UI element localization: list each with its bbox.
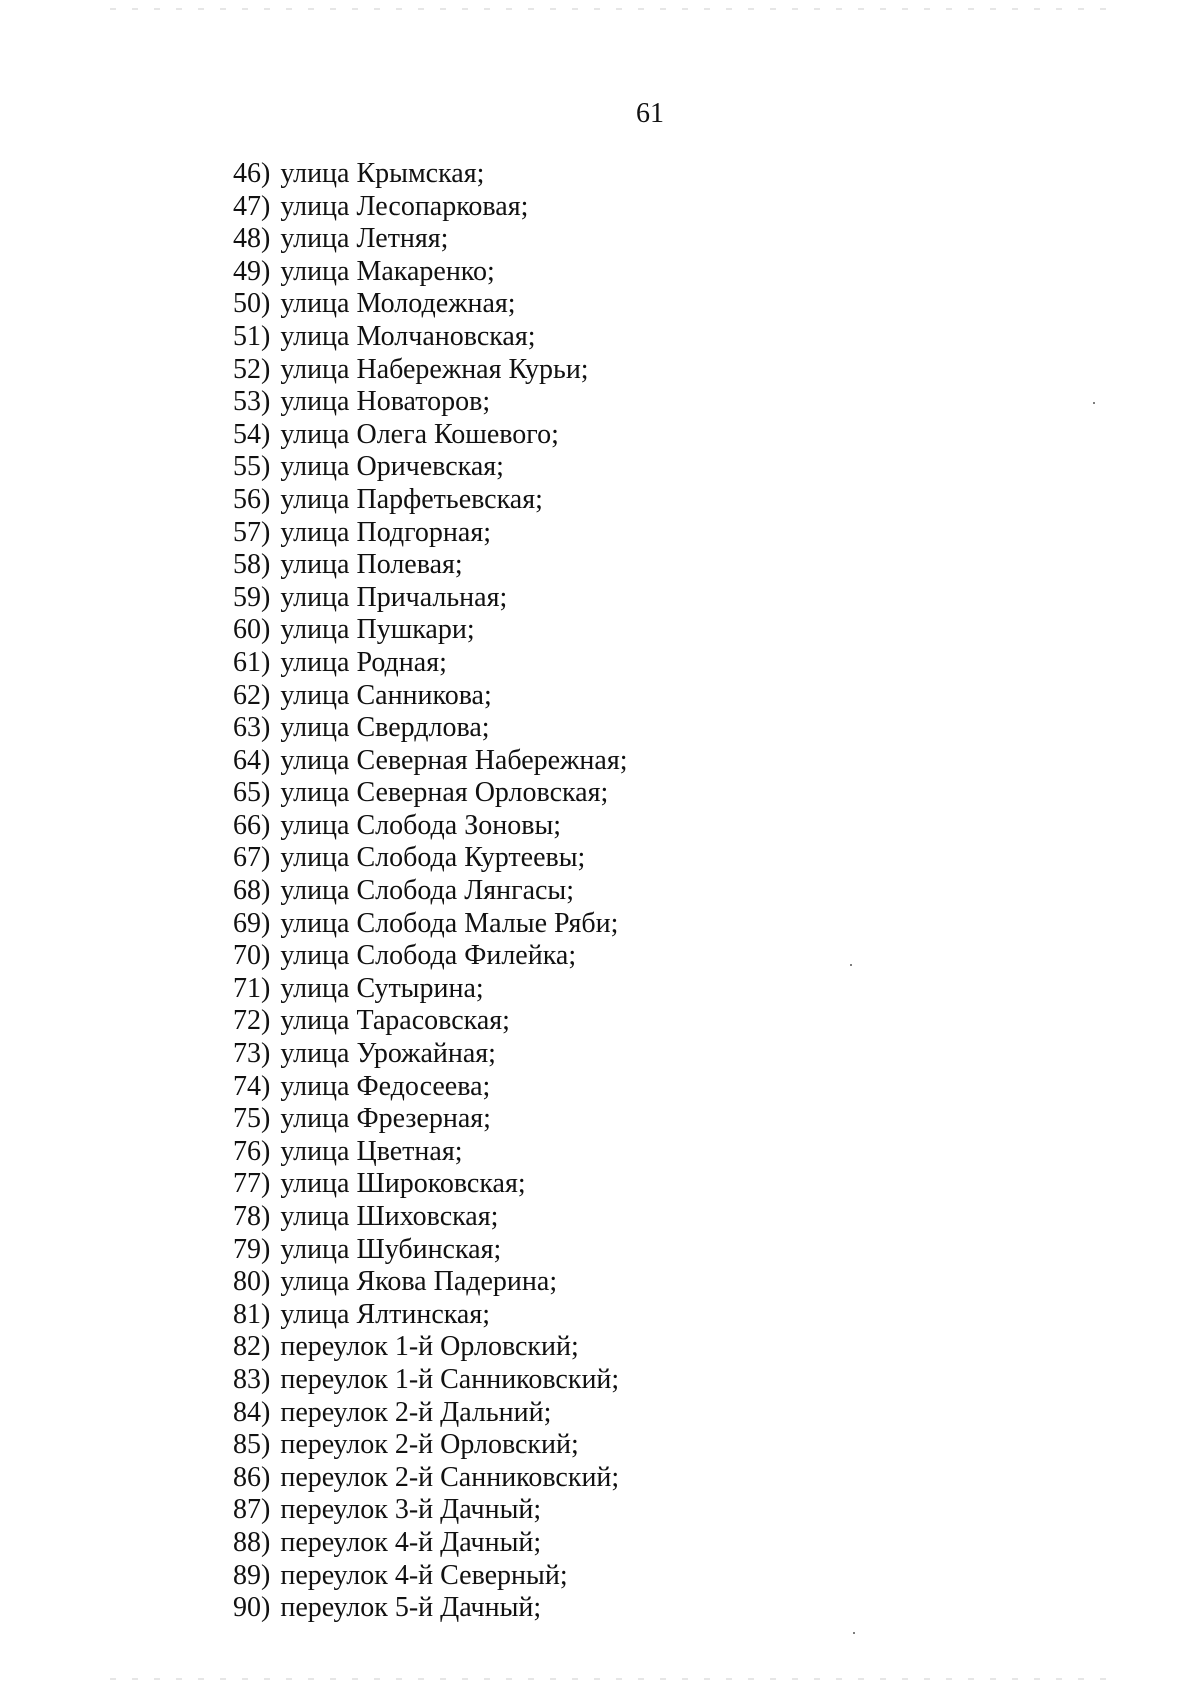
list-item bbox=[233, 1331, 627, 1364]
street-list bbox=[233, 158, 627, 1625]
list-item-text: улица Ялтинская; bbox=[280, 1298, 491, 1330]
list-item-text: переулок 5-й Дачный; bbox=[280, 1592, 542, 1624]
list-item bbox=[233, 745, 627, 778]
list-item-text: улица Шубинская; bbox=[280, 1233, 502, 1265]
list-item-text: улица Набережная Курьи; bbox=[280, 353, 589, 385]
list-item-number: 85) bbox=[233, 1429, 271, 1461]
list-item bbox=[233, 777, 627, 810]
list-item bbox=[233, 712, 627, 745]
list-item-number: 67) bbox=[233, 842, 271, 874]
list-item bbox=[233, 223, 627, 256]
list-item-number: 79) bbox=[233, 1233, 271, 1265]
list-item-number: 65) bbox=[233, 777, 271, 809]
list-item bbox=[233, 1201, 627, 1234]
list-item-number: 58) bbox=[233, 549, 271, 581]
list-item-number: 62) bbox=[233, 679, 271, 711]
list-item-number: 52) bbox=[233, 353, 271, 385]
list-item-number: 78) bbox=[233, 1201, 271, 1232]
list-item bbox=[233, 1299, 627, 1332]
list-item-number: 81) bbox=[233, 1298, 271, 1330]
list-item-text: переулок 2-й Орловский; bbox=[280, 1429, 579, 1461]
list-item-text: улица Северная Набережная; bbox=[280, 744, 628, 776]
list-item-text: улица Оричевская; bbox=[280, 451, 504, 483]
list-item-text: улица Федосеева; bbox=[280, 1070, 491, 1102]
list-item-number: 48) bbox=[233, 223, 271, 255]
list-item-text: улица Молчановская; bbox=[280, 320, 536, 352]
list-item-number: 57) bbox=[233, 516, 271, 548]
list-item bbox=[233, 288, 627, 321]
scan-edge-bottom bbox=[110, 1678, 1110, 1680]
list-item-number: 59) bbox=[233, 581, 271, 613]
list-item-text: улица Пушкари; bbox=[280, 614, 475, 646]
list-item-number: 72) bbox=[233, 1005, 271, 1037]
list-item-number: 61) bbox=[233, 646, 271, 678]
list-item-number: 75) bbox=[233, 1103, 271, 1135]
list-item-number: 71) bbox=[233, 972, 271, 1004]
list-item bbox=[233, 1429, 627, 1462]
list-item bbox=[233, 647, 627, 680]
list-item bbox=[233, 582, 627, 615]
list-item bbox=[233, 1168, 627, 1201]
list-item bbox=[233, 940, 627, 973]
page-number: 61 bbox=[636, 98, 664, 129]
list-item-text: улица Парфетьевская; bbox=[280, 483, 543, 515]
list-item-text: переулок 4-й Северный; bbox=[280, 1559, 568, 1591]
list-item-text: улица Северная Орловская; bbox=[280, 777, 609, 809]
list-item-text: улица Летняя; bbox=[280, 223, 449, 255]
list-item bbox=[233, 1364, 627, 1397]
list-item-text: переулок 1-й Орловский; bbox=[280, 1331, 579, 1363]
list-item-text: улица Слобода Куртеевы; bbox=[280, 842, 586, 874]
list-item-number: 63) bbox=[233, 712, 271, 744]
list-item-number: 89) bbox=[233, 1559, 271, 1591]
scan-edge-top bbox=[110, 8, 1110, 10]
list-item-text: улица Слобода Зоновы; bbox=[280, 809, 562, 841]
list-item-number: 49) bbox=[233, 255, 271, 287]
list-item-number: 73) bbox=[233, 1038, 271, 1070]
list-item bbox=[233, 1071, 627, 1104]
list-item-number: 54) bbox=[233, 418, 271, 450]
list-item bbox=[233, 1560, 627, 1593]
list-item bbox=[233, 484, 627, 517]
list-item-number: 87) bbox=[233, 1494, 271, 1526]
list-item-number: 66) bbox=[233, 809, 271, 841]
list-item-text: улица Слобода Лянгасы; bbox=[280, 875, 575, 907]
list-item-text: улица Макаренко; bbox=[280, 255, 495, 287]
list-item-text: улица Якова Падерина; bbox=[280, 1266, 558, 1298]
list-item-text: улица Причальная; bbox=[280, 581, 508, 613]
list-item-text: улица Шиховская; bbox=[280, 1201, 499, 1232]
list-item-text: улица Родная; bbox=[280, 646, 447, 678]
list-item-number: 83) bbox=[233, 1363, 271, 1395]
list-item-number: 53) bbox=[233, 386, 271, 418]
list-item-text: улица Полевая; bbox=[280, 549, 463, 581]
list-item-number: 88) bbox=[233, 1526, 271, 1558]
list-item-number: 90) bbox=[233, 1592, 271, 1624]
list-item bbox=[233, 1266, 627, 1299]
list-item bbox=[233, 549, 627, 582]
list-item-text: улица Широковская; bbox=[280, 1168, 526, 1200]
list-item bbox=[233, 908, 627, 941]
list-item-text: улица Свердлова; bbox=[280, 712, 490, 744]
list-item-number: 84) bbox=[233, 1396, 271, 1428]
list-item bbox=[233, 1462, 627, 1495]
list-item bbox=[233, 614, 627, 647]
list-item-number: 64) bbox=[233, 744, 271, 776]
scan-speck bbox=[850, 964, 852, 966]
list-item-number: 56) bbox=[233, 483, 271, 515]
list-item-text: переулок 2-й Дальний; bbox=[280, 1396, 552, 1428]
list-item-text: переулок 3-й Дачный; bbox=[280, 1494, 542, 1526]
list-item bbox=[233, 810, 627, 843]
list-item-text: улица Крымская; bbox=[280, 158, 485, 189]
list-item-text: улица Тарасовская; bbox=[280, 1005, 510, 1037]
list-item-number: 74) bbox=[233, 1070, 271, 1102]
list-item bbox=[233, 842, 627, 875]
list-item-text: улица Сутырина; bbox=[280, 972, 484, 1004]
list-item-text: улица Слобода Филейка; bbox=[280, 940, 577, 972]
list-item bbox=[233, 1038, 627, 1071]
list-item bbox=[233, 1103, 627, 1136]
list-item-number: 69) bbox=[233, 907, 271, 939]
list-item-number: 50) bbox=[233, 288, 271, 320]
list-item-number: 86) bbox=[233, 1461, 271, 1493]
list-item-number: 80) bbox=[233, 1266, 271, 1298]
list-item-text: переулок 4-й Дачный; bbox=[280, 1526, 542, 1558]
list-item bbox=[233, 321, 627, 354]
list-item-text: переулок 1-й Санниковский; bbox=[280, 1363, 620, 1395]
list-item-text: улица Подгорная; bbox=[280, 516, 491, 548]
list-item-text: улица Лесопарковая; bbox=[280, 190, 529, 222]
list-item bbox=[233, 1494, 627, 1527]
list-item bbox=[233, 1397, 627, 1430]
list-item-number: 68) bbox=[233, 875, 271, 907]
list-item bbox=[233, 1234, 627, 1267]
scan-speck bbox=[853, 1632, 855, 1634]
list-item bbox=[233, 354, 627, 387]
list-item bbox=[233, 1527, 627, 1560]
scan-speck bbox=[1093, 402, 1095, 404]
list-item-number: 70) bbox=[233, 940, 271, 972]
list-item-text: улица Слобода Малые Ряби; bbox=[280, 907, 619, 939]
list-item-number: 51) bbox=[233, 320, 271, 352]
list-item-text: улица Урожайная; bbox=[280, 1038, 496, 1070]
list-item-text: улица Новаторов; bbox=[280, 386, 491, 418]
list-item-text: улица Цветная; bbox=[280, 1135, 463, 1167]
list-item bbox=[233, 1592, 627, 1625]
list-item-text: улица Санникова; bbox=[280, 679, 492, 711]
list-item bbox=[233, 1005, 627, 1038]
list-item-number: 76) bbox=[233, 1135, 271, 1167]
list-item-number: 55) bbox=[233, 451, 271, 483]
list-item bbox=[233, 973, 627, 1006]
list-item-text: переулок 2-й Санниковский; bbox=[280, 1461, 620, 1493]
list-item-number: 82) bbox=[233, 1331, 271, 1363]
list-item bbox=[233, 386, 627, 419]
list-item-number: 60) bbox=[233, 614, 271, 646]
list-item bbox=[233, 680, 627, 713]
list-item bbox=[233, 1136, 627, 1169]
list-item bbox=[233, 517, 627, 550]
list-item-text: улица Фрезерная; bbox=[280, 1103, 491, 1135]
list-item-number: 46) bbox=[233, 158, 271, 189]
list-item-number: 47) bbox=[233, 190, 271, 222]
list-item-text: улица Олега Кошевого; bbox=[280, 418, 559, 450]
list-item bbox=[233, 451, 627, 484]
list-item bbox=[233, 875, 627, 908]
list-item bbox=[233, 158, 627, 191]
list-item bbox=[233, 419, 627, 452]
list-item-number: 77) bbox=[233, 1168, 271, 1200]
list-item-text: улица Молодежная; bbox=[280, 288, 516, 320]
list-item bbox=[233, 256, 627, 289]
list-item bbox=[233, 191, 627, 224]
